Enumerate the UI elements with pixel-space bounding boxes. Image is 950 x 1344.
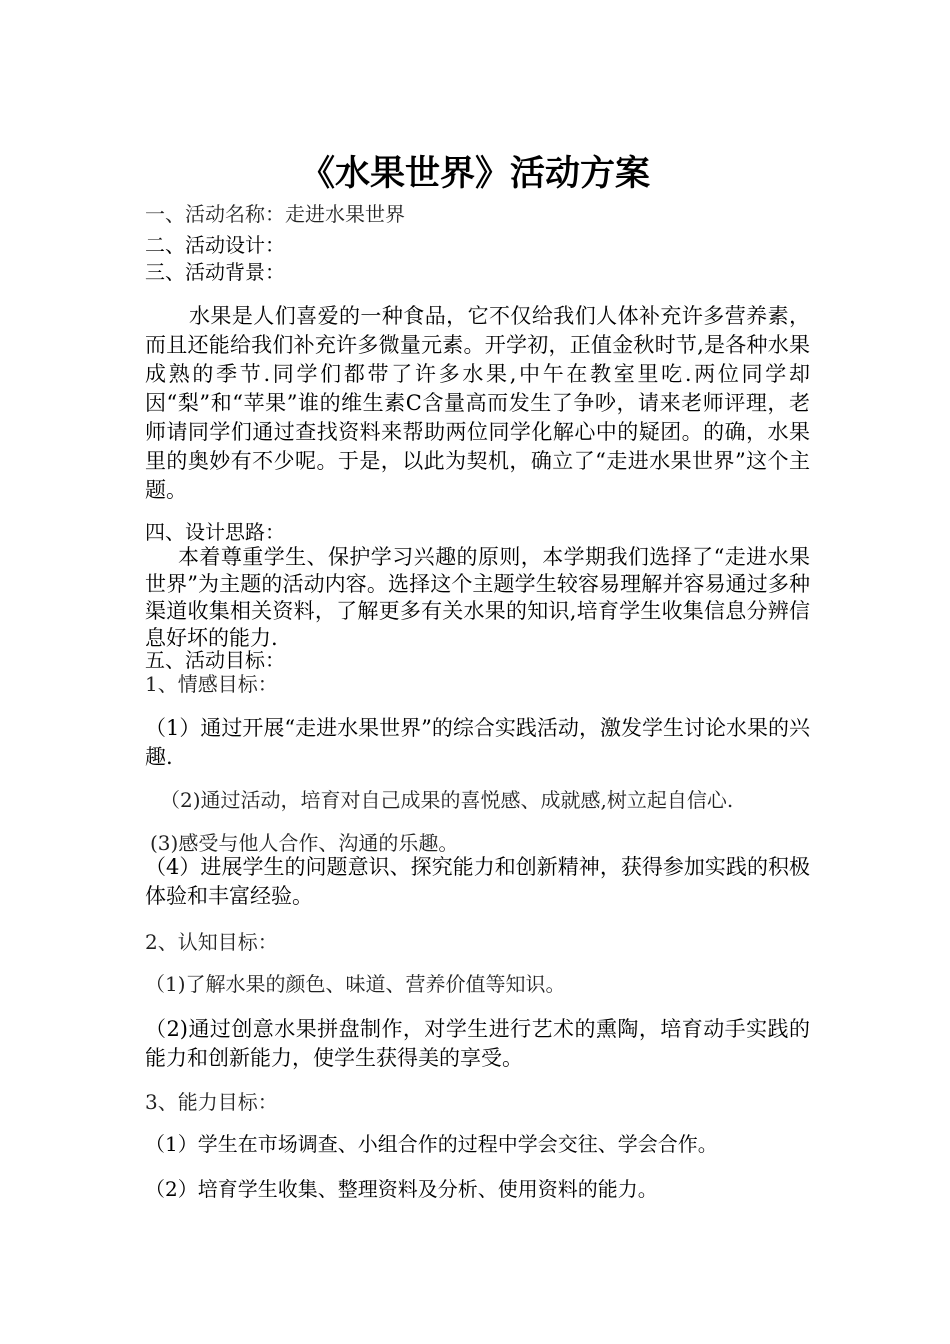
goal-cognitive-heading: 2、认知目标： (145, 930, 278, 954)
section-activity-design: 二、活动设计： (145, 233, 285, 257)
goal-emotional-item-2: （2)通过活动，培育对自己成果的喜悦感、成就感,树立起自信心. (160, 788, 734, 812)
design-paragraph: 本着尊重学生、保护学习兴趣的原则，本学期我们选择了“走进水果世界”为主题的活动内容。选择这个主题学生较容易理解并容易通过多种渠道收集相关资料，了解更多有关水果的知识,培育学生收集信息分辨信息好坏的能力. (145, 545, 810, 650)
section-activity-name: 一、活动名称：走进水果世界 (145, 202, 405, 226)
section-activity-background: 三、活动背景： (145, 260, 285, 284)
goal-emotional-item-3: (3)感受与他人合作、沟通的乐趣。 (150, 831, 459, 855)
section-design-idea: 四、设计思路： (145, 520, 285, 544)
section-activity-goals: 五、活动目标： (145, 648, 285, 672)
goal-ability-item-1: （1）学生在市场调查、小组合作的过程中学会交往、学会合作。 (145, 1132, 718, 1156)
goal-emotional-item-4: （4）进展学生的问题意识、探究能力和创新精神，获得参加实践的积极体验和丰富经验。 (145, 855, 810, 908)
goal-cognitive-item-2: （2)通过创意水果拼盘制作，对学生进行艺术的熏陶，培育动手实践的能力和创新能力，使学生获得美的享受。 (145, 1017, 810, 1070)
goal-cognitive-item-1: （1)了解水果的颜色、味道、营养价值等知识。 (145, 972, 566, 996)
goal-ability-item-2: （2）培育学生收集、整理资料及分析、使用资料的能力。 (145, 1177, 658, 1201)
background-paragraph: 水果是人们喜爱的一种食品，它不仅给我们人体补充许多营养素，而且还能给我们补充许多微量元素。开学初，正值金秋时节,是各种水果成熟的季节.同学们都带了许多水果,中午在教室里吃.两位同学却因“梨”和“苹果”谁的维生素C含量高而发生了争吵，请来老师评理，老师请同学们通过查找资料来帮助两位同学化解心中的疑团。的确，水果里的奥妙有不少呢。于是，以此为契机，确立了“走进水果世界”这个主题。 (145, 304, 810, 502)
goal-ability-heading: 3、能力目标： (145, 1090, 278, 1114)
goal-emotional-heading: 1、情感目标： (145, 672, 278, 696)
document-title: 《水果世界》活动方案 (299, 154, 650, 194)
goal-emotional-item-1: （1）通过开展“走进水果世界”的综合实践活动，激发学生讨论水果的兴趣. (145, 716, 810, 769)
